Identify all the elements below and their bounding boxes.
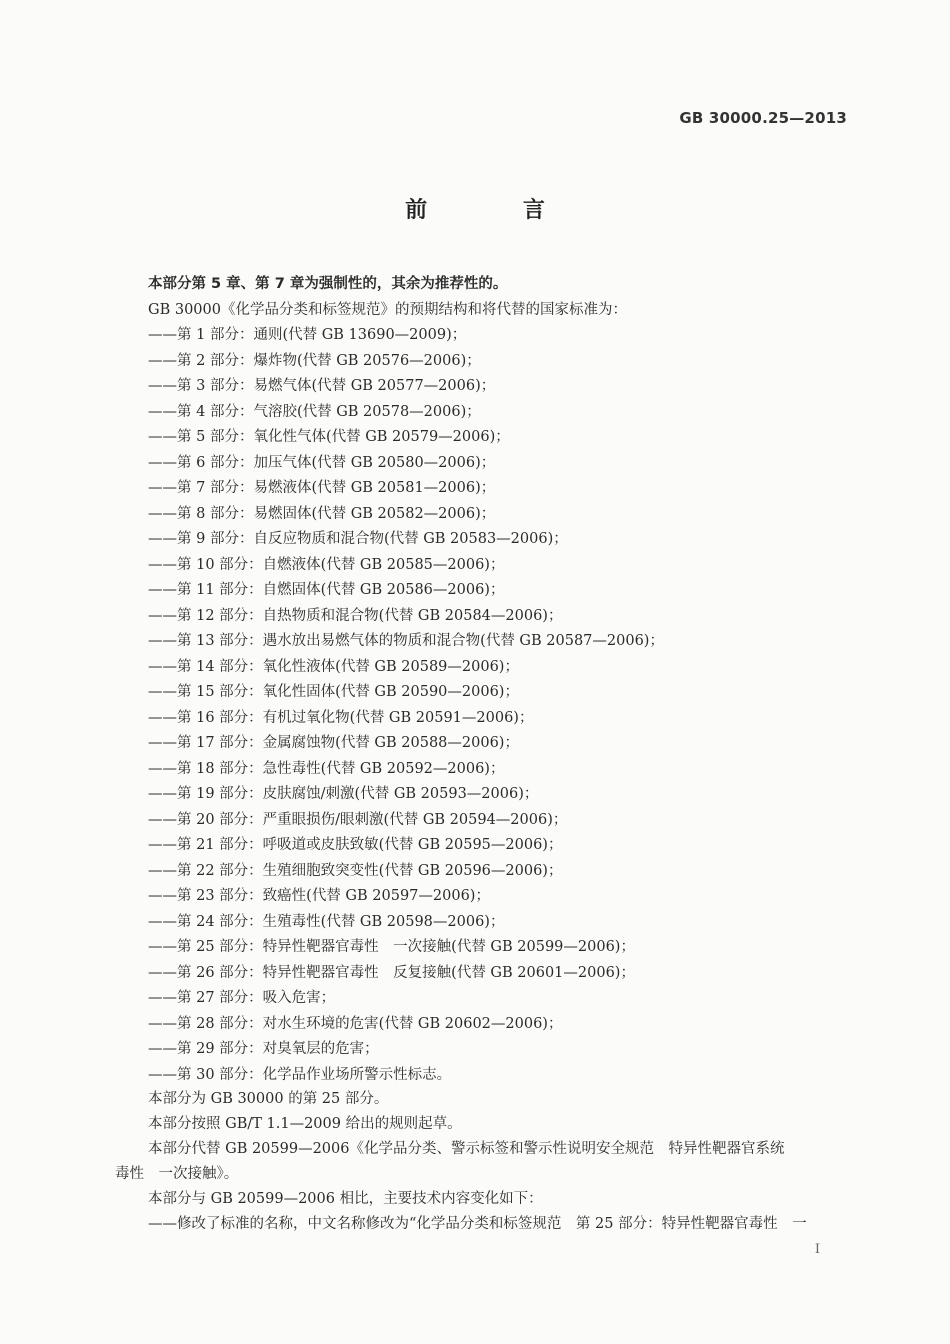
paragraph: 本部分按照 GB/T 1.1—2009 给出的规则起草。 — [148, 1116, 462, 1132]
list-item: ——第 10 部分：自燃液体(代替 GB 20585—2006)； — [148, 557, 505, 573]
list-item: ——第 3 部分：易燃气体(代替 GB 20577—2006)； — [148, 378, 496, 394]
list-item: ——第 6 部分：加压气体(代替 GB 20580—2006)； — [148, 455, 496, 471]
list-item: ——第 2 部分：爆炸物(代替 GB 20576—2006)； — [148, 353, 481, 369]
paragraph: 本部分代替 GB 20599—2006《化学品分类、警示标签和警示性说明安全规范 特异性靶器官系统 — [148, 1141, 785, 1157]
list-item: ——第 24 部分：生殖毒性(代替 GB 20598—2006)； — [148, 914, 505, 930]
list-item: ——第 19 部分：皮肤腐蚀/刺激(代替 GB 20593—2006)； — [148, 786, 539, 802]
list-item: ——第 4 部分：气溶胶(代替 GB 20578—2006)； — [148, 404, 481, 420]
list-item: ——第 21 部分：呼吸道或皮肤致敏(代替 GB 20595—2006)； — [148, 837, 563, 853]
list-item: ——第 14 部分：氧化性液体(代替 GB 20589—2006)； — [148, 659, 519, 675]
list-item: ——第 20 部分：严重眼损伤/眼刺激(代替 GB 20594—2006)； — [148, 812, 568, 828]
list-item: ——第 12 部分：自热物质和混合物(代替 GB 20584—2006)； — [148, 608, 563, 624]
list-item: ——第 13 部分：遇水放出易燃气体的物质和混合物(代替 GB 20587—2006)； — [148, 633, 664, 649]
list-item: ——第 15 部分：氧化性固体(代替 GB 20590—2006)； — [148, 684, 519, 700]
list-item: ——第 17 部分：金属腐蚀物(代替 GB 20588—2006)； — [148, 735, 519, 751]
list-item: ——第 26 部分：特异性靶器官毒性 反复接触(代替 GB 20601—2006)； — [148, 965, 635, 981]
list-item: ——第 23 部分：致癌性(代替 GB 20597—2006)； — [148, 888, 490, 904]
list-item: ——第 30 部分：化学品作业场所警示性标志。 — [148, 1067, 452, 1083]
paragraph: GB 30000《化学品分类和标签规范》的预期结构和将代替的国家标准为： — [148, 302, 627, 318]
page-title: 前 言 — [405, 198, 589, 223]
standard-code: GB 30000.25—2013 — [679, 109, 847, 127]
paragraph: 本部分第 5 章、第 7 章为强制性的，其余为推荐性的。 — [148, 276, 508, 292]
list-item: ——第 18 部分：急性毒性(代替 GB 20592—2006)； — [148, 761, 505, 777]
list-item: ——修改了标准的名称，中文名称修改为“化学品分类和标签规范 第 25 部分：特异性靶器官毒性 一 — [148, 1216, 807, 1232]
list-item: ——第 16 部分：有机过氧化物(代替 GB 20591—2006)； — [148, 710, 534, 726]
list-item: ——第 11 部分：自燃固体(代替 GB 20586—2006)； — [148, 582, 505, 598]
list-item: ——第 22 部分：生殖细胞致突变性(代替 GB 20596—2006)； — [148, 863, 563, 879]
list-item: ——第 9 部分：自反应物质和混合物(代替 GB 20583—2006)； — [148, 531, 568, 547]
paragraph: 本部分与 GB 20599—2006 相比，主要技术内容变化如下： — [148, 1191, 543, 1207]
paragraph: 本部分为 GB 30000 的第 25 部分。 — [148, 1091, 389, 1107]
list-item: ——第 1 部分：通则(代替 GB 13690—2009)； — [148, 327, 467, 343]
paragraph: 毒性 一次接触》。 — [115, 1166, 239, 1182]
list-item: ——第 28 部分：对水生环境的危害(代替 GB 20602—2006)； — [148, 1016, 563, 1032]
list-item: ——第 5 部分：氧化性气体(代替 GB 20579—2006)； — [148, 429, 510, 445]
list-item: ——第 29 部分：对臭氧层的危害； — [148, 1041, 379, 1057]
list-item: ——第 27 部分：吸入危害； — [148, 990, 336, 1006]
list-item: ——第 8 部分：易燃固体(代替 GB 20582—2006)； — [148, 506, 496, 522]
page-number: I — [814, 1242, 820, 1257]
list-item: ——第 7 部分：易燃液体(代替 GB 20581—2006)； — [148, 480, 496, 496]
list-item: ——第 25 部分：特异性靶器官毒性 一次接触(代替 GB 20599—2006)； — [148, 939, 635, 955]
